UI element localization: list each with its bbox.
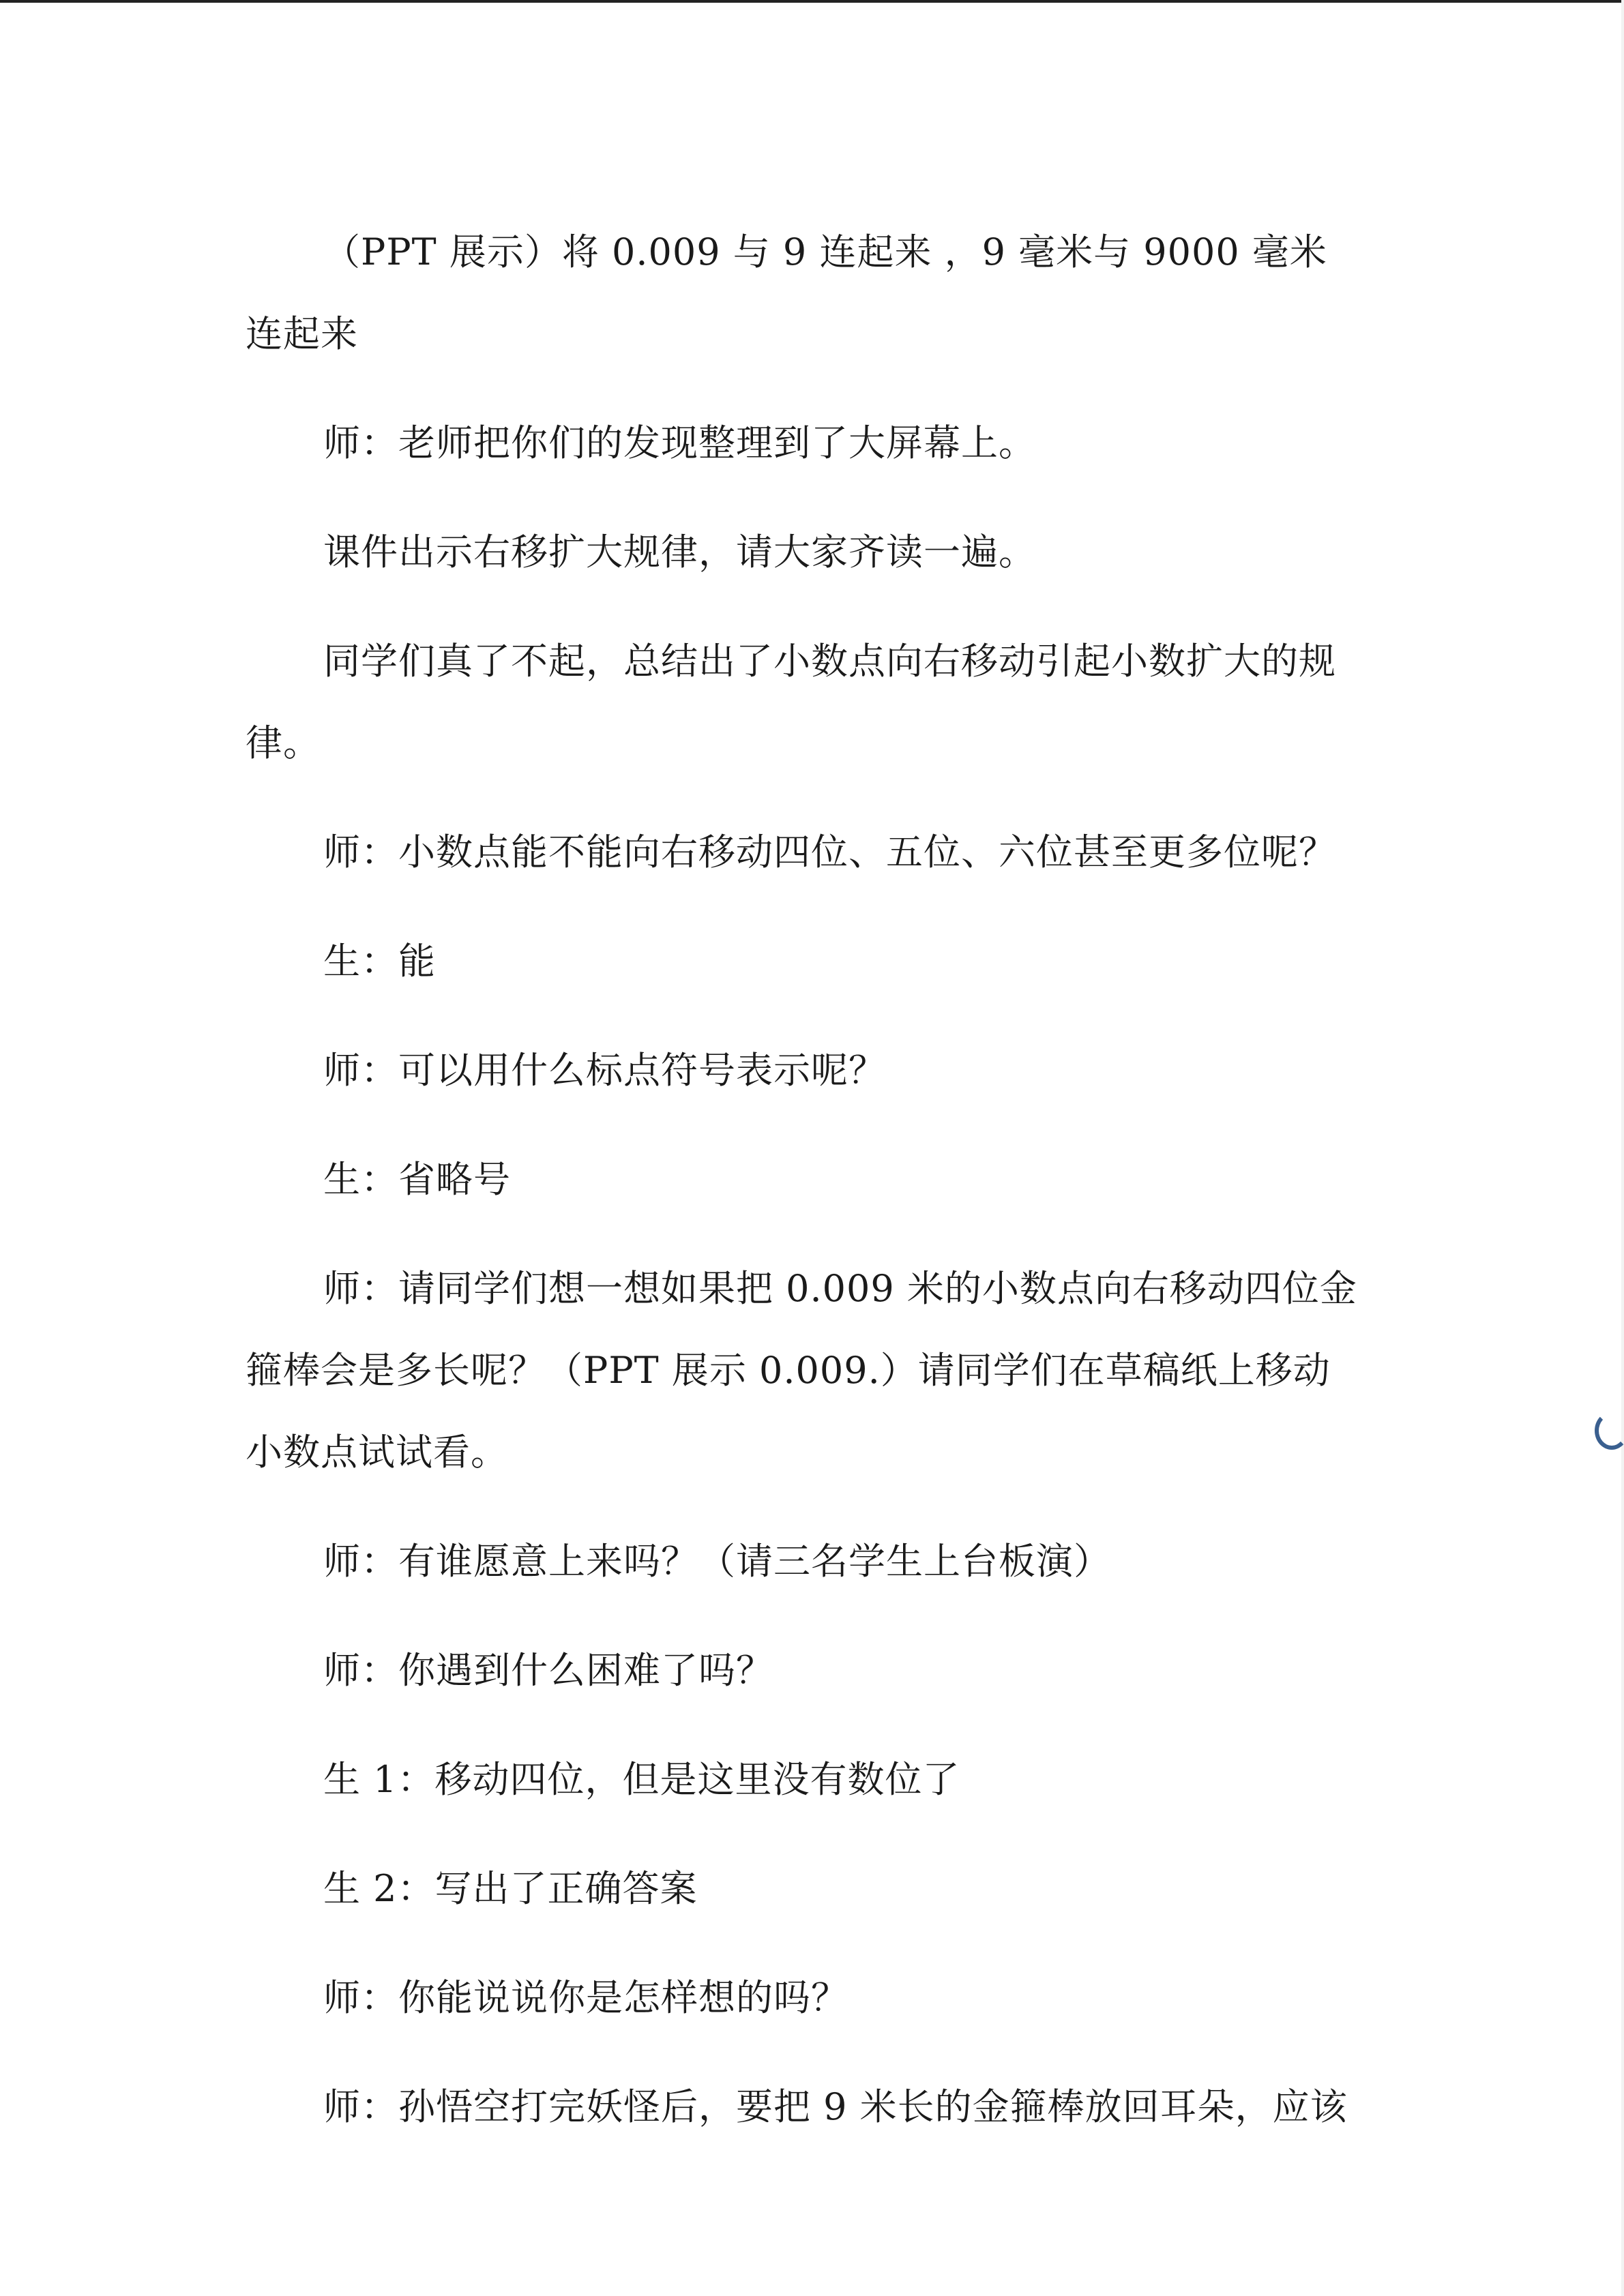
paragraph-teacher-question-more: 师：小数点能不能向右移动四位、五位、六位甚至更多位呢？ [323, 831, 1336, 874]
paragraph-teacher-volunteer: 师：有谁愿意上来吗？（请三名学生上台板演） [323, 1540, 1111, 1583]
paragraph-ppt-connect: （PPT 展示）将 0.009 与 9 连起来 ，9 毫米与 9000 毫米连起来 [246, 230, 1327, 355]
page-top-border [0, 0, 1624, 3]
document-body [246, 211, 1357, 2175]
paragraph-teacher-move-four: 师：请同学们想一想如果把 0.009 米的小数点向右移动四位金箍棒会是多长呢？（PPT 展示 0.009.）请同学们在草稿纸上移动小数点试试看。 [246, 1267, 1357, 1474]
paragraph-student-ellipsis: 生：省略号 [323, 1158, 511, 1201]
paragraph-read-rule: 课件出示右移扩大规律，请大家齐读一遍。 [323, 531, 1036, 573]
paragraph-student-yes: 生：能 [323, 940, 436, 983]
paragraph-student-1: 生 1：移动四位，但是这里没有数位了 [323, 1758, 960, 1801]
paragraph-teacher-punctuation: 师：可以用什么标点符号表示呢？ [323, 1049, 886, 1092]
paragraph-student-2: 生 2：写出了正确答案 [323, 1867, 698, 1910]
margin-mark-icon [1595, 1412, 1624, 1450]
paragraph-teacher-explain: 师：你能说说你是怎样想的吗？ [323, 1976, 848, 2019]
paragraph-teacher-difficulty: 师：你遇到什么困难了吗？ [323, 1649, 773, 1692]
page-right-edge [1621, 0, 1624, 2296]
paragraph-summary: 同学们真了不起，总结出了小数点向右移动引起小数扩大的规律。 [246, 640, 1336, 764]
paragraph-teacher-monkey-king: 师：孙悟空打完妖怪后，要把 9 米长的金箍棒放回耳朵，应该 [323, 2085, 1348, 2128]
paragraph-teacher-screen: 师：老师把你们的发现整理到了大屏幕上。 [323, 421, 1036, 464]
